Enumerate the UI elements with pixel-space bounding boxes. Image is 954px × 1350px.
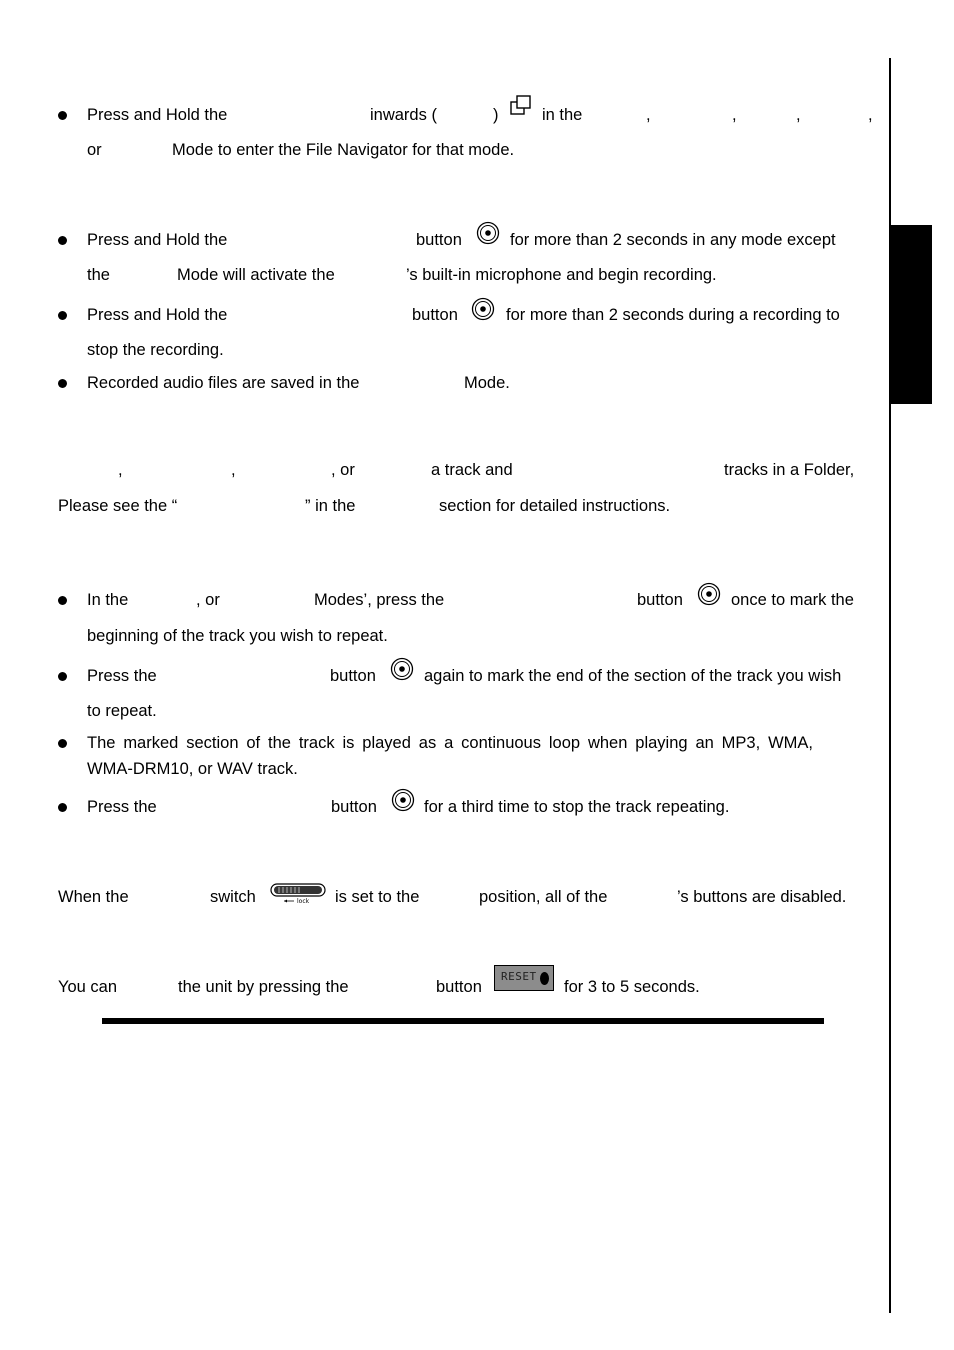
s6-text-1: You can xyxy=(58,978,118,996)
reset-button-icon xyxy=(494,965,554,991)
s5-text-1: When the xyxy=(58,888,129,906)
s2-b1-text-6: ’s built-in microphone and begin recording. xyxy=(406,266,717,284)
s4-b2-text-4: to repeat. xyxy=(87,702,157,720)
bullet-dot xyxy=(58,379,67,388)
s5-text-5: ’s buttons are disabled. xyxy=(677,888,847,906)
ring-button-icon xyxy=(697,582,721,606)
s6-text-2: the unit by pressing the xyxy=(178,978,349,996)
s1-b1-text-2: inwards ( xyxy=(370,106,437,124)
s4-b2-text-3: again to mark the end of the section of the track you wish xyxy=(424,667,842,685)
s2-b2-text-3: for more than 2 seconds during a recording to xyxy=(506,306,840,324)
s3-text-3: tracks in a Folder, xyxy=(724,461,855,479)
s3-text-2: a track and xyxy=(431,461,513,479)
lock-switch-icon xyxy=(270,882,326,904)
s1-b1-text-6: Mode to enter the File Navigator for that mode. xyxy=(172,141,515,159)
s4-b1-text-4: button xyxy=(637,591,683,609)
s5-text-2: switch xyxy=(210,888,256,906)
s2-b2-text-1: Press and Hold the xyxy=(87,306,228,324)
ring-button-icon xyxy=(471,297,495,321)
ring-button-icon xyxy=(476,221,500,245)
reset-dot xyxy=(540,972,549,985)
s4-b4-text-2: button xyxy=(331,798,377,816)
s4-b2-text-2: button xyxy=(330,667,376,685)
s6-text-4: for 3 to 5 seconds. xyxy=(564,978,700,996)
s3-text-1: , or xyxy=(331,461,355,479)
s5-text-4: position, all of the xyxy=(479,888,608,906)
s2-b1-text-3: for more than 2 seconds in any mode except xyxy=(510,231,836,249)
s2-b1-text-4: the xyxy=(87,266,110,284)
s1-b1-comma-4: , xyxy=(868,106,873,124)
s2-b1-text-5: Mode will activate the xyxy=(177,266,335,284)
s1-b1-text-4: in the xyxy=(542,106,583,124)
s4-b1-text-2: , or xyxy=(196,591,220,609)
bullet-dot xyxy=(58,803,67,812)
s2-b3-text-1: Recorded audio files are saved in the xyxy=(87,374,360,392)
s1-b1-text-3: ) xyxy=(493,106,499,124)
side-section-tab xyxy=(891,225,932,404)
s2-b1-text-2: button xyxy=(416,231,462,249)
bullet-dot xyxy=(58,672,67,681)
s4-b1-text-1: In the xyxy=(87,591,129,609)
bullet-dot xyxy=(58,739,67,748)
s3-text-4: Please see the “ xyxy=(58,497,178,515)
bullet-dot xyxy=(58,236,67,245)
s3-text-5: ” in the xyxy=(305,497,356,515)
s6-text-3: button xyxy=(436,978,482,996)
s4-b1-text-5: once to mark the xyxy=(731,591,854,609)
window-icon xyxy=(509,94,533,118)
s1-b1-comma-2: , xyxy=(732,106,737,124)
reset-label: RESET xyxy=(501,970,537,983)
s4-b4-text-3: for a third time to stop the track repeating. xyxy=(424,798,730,816)
s4-b1-text-3: Modes’, press the xyxy=(314,591,445,609)
bottom-rule xyxy=(102,1018,824,1024)
s1-b1-text-5: or xyxy=(87,141,102,159)
bullet-dot xyxy=(58,311,67,320)
s1-b1-text-1: Press and Hold the xyxy=(87,106,228,124)
ring-button-icon xyxy=(391,788,415,812)
s4-b1-text-6: beginning of the track you wish to repeat. xyxy=(87,627,388,645)
s1-b1-comma-3: , xyxy=(796,106,801,124)
ring-button-icon xyxy=(390,657,414,681)
s3-comma-1: , xyxy=(118,461,123,479)
s5-text-3: is set to the xyxy=(335,888,420,906)
s4-b4-text-1: Press the xyxy=(87,798,157,816)
s2-b2-text-4: stop the recording. xyxy=(87,341,224,359)
s4-b3-text-1: The marked section of the track is played as a continuous loop when playing an MP3, WMA, xyxy=(87,734,813,752)
bullet-dot xyxy=(58,596,67,605)
s4-b2-text-1: Press the xyxy=(87,667,157,685)
s3-text-6: section for detailed instructions. xyxy=(439,497,671,515)
s2-b1-text-1: Press and Hold the xyxy=(87,231,228,249)
s4-b3-text-2: WMA-DRM10, or WAV track. xyxy=(87,760,298,778)
s2-b2-text-2: button xyxy=(412,306,458,324)
s2-b3-text-2: Mode. xyxy=(464,374,510,392)
s3-comma-2: , xyxy=(231,461,236,479)
bullet-dot xyxy=(58,111,67,120)
s1-b1-comma-1: , xyxy=(646,106,651,124)
lock-label: lock xyxy=(297,898,310,904)
